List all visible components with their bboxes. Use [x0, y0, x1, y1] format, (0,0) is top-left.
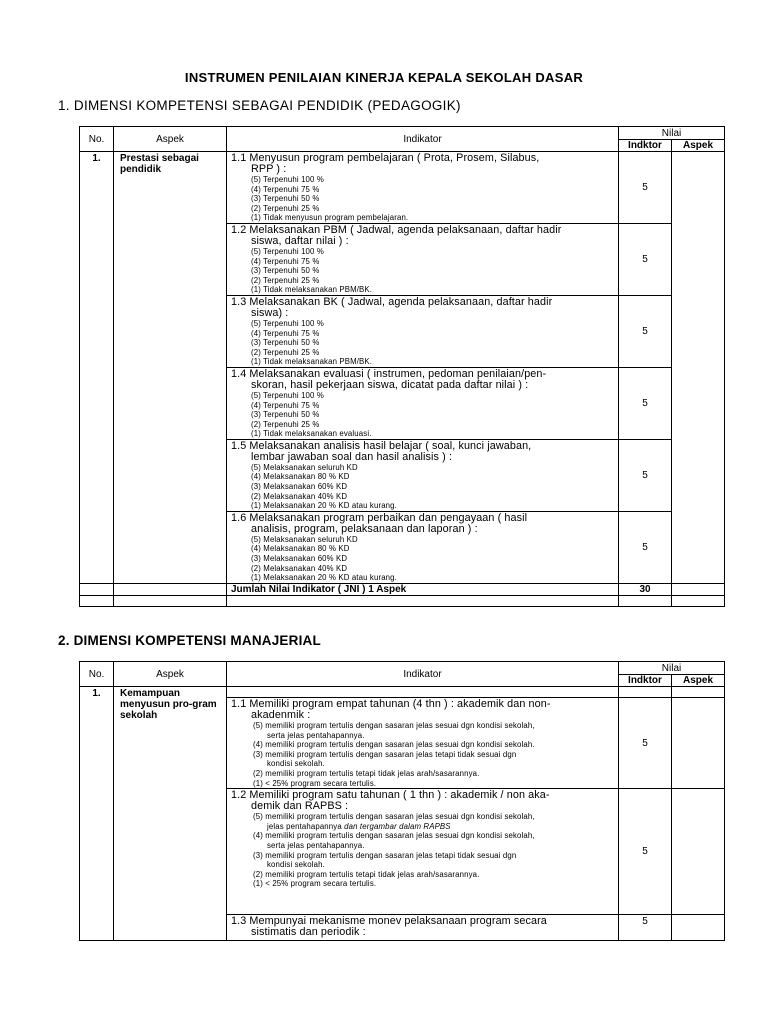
section1-heading: 1. DIMENSI KOMPETENSI SEBAGAI PENDIDIK (PEDAGOGIK): [58, 98, 461, 113]
header-indktor: Indktor: [619, 140, 672, 152]
document-title: INSTRUMEN PENILAIAN KINERJA KEPALA SEKOLAH DASAR: [184, 70, 584, 85]
total-value: 30: [619, 583, 672, 595]
section1-table: [79, 126, 725, 607]
indicator-value: 5: [619, 698, 672, 789]
indicator-1-1: 1.1 Menyusun program pembelajaran ( Prota, Prosem, Silabus, RPP ) : (5) Terpenuhi 100 % (4) Terpenuhi 75 % (3) Terpenuhi 50 % (2) Terpenuhi 25 % (1) Tidak menyusun program pembelajaran.: [227, 152, 619, 224]
header-aspek-sub: Aspek: [672, 675, 725, 687]
header-indikator: Indikator: [227, 127, 619, 152]
row-number: 1.: [80, 152, 114, 584]
header-aspek: Aspek: [114, 662, 227, 687]
header-row: [80, 662, 725, 675]
header-row: [80, 127, 725, 140]
header-indikator: Indikator: [227, 662, 619, 687]
indicator-2-3: 1.3 Mempunyai mekanisme monev pelaksanaan program secara sistimatis dan periodik :: [227, 915, 619, 941]
header-aspek: Aspek: [114, 127, 227, 152]
indicator-1-2: 1.2 Melaksanakan PBM ( Jadwal, agenda pelaksanaan, daftar hadir siswa, daftar nilai ) : (5) Terpenuhi 100 % (4) Terpenuhi 75 % (3) Terpenuhi 50 % (2) Terpenuhi 25 % (1) Tidak melaksanakan PBM/BK.: [227, 223, 619, 295]
indicator-value: 5: [619, 789, 672, 915]
aspek-value-cell: [672, 152, 725, 584]
indicator-value: 5: [619, 439, 672, 511]
header-no: No.: [80, 127, 114, 152]
section2-heading: 2. DIMENSI KOMPETENSI MANAJERIAL: [58, 633, 321, 648]
header-nilai: Nilai: [619, 662, 725, 675]
indicator-1-5: 1.5 Melaksanakan analisis hasil belajar ( soal, kunci jawaban, lembar jawaban soal dan hasil analisis ) : (5) Melaksanakan seluruh KD (4) Melaksanakan 80 % KD (3) Melaksanakan 60% KD (2) Melaksanakan 40% KD (1) Melaksanakan 20 % KD atau kurang.: [227, 439, 619, 511]
indicator-1-4: 1.4 Melaksanakan evaluasi ( instrumen, pedoman penilaian/pen- skoran, hasil pekerjaan siswa, dicatat pada daftar nilai ) : (5) Terpenuhi 100 % (4) Terpenuhi 75 % (3) Terpenuhi 50 % (2) Terpenuhi 25 % (1) Tidak melaksanakan evaluasi.: [227, 367, 619, 439]
indicator-2-1: 1.1 Memiliki program empat tahunan (4 thn ) : akademik dan non- akadenmik : (5) memiliki program tertulis dengan sasaran jelas sesuai dgn kondisi sekolah, serta jelas pentahapannya. (4) memiliki program tertulis dengan sasaran jelas sesuai dgn kondisi sekolah. (3) memiliki program tertulis dengan sasaran jelas tetapi tidak sesuai dgn kondisi sekolah. (2) memiliki program tertulis tetapi tidak jelas arah/sasarannya. (1) < 25% program secara tertulis.: [227, 698, 619, 789]
indicator-1-3: 1.3 Melaksanakan BK ( Jadwal, agenda pelaksanaan, daftar hadir siswa) : (5) Terpenuhi 100 % (4) Terpenuhi 75 % (3) Terpenuhi 50 % (2) Terpenuhi 25 % (1) Tidak melaksanakan PBM/BK.: [227, 295, 619, 367]
header-nilai: Nilai: [619, 127, 725, 140]
indicator-value: 5: [619, 295, 672, 367]
indicator-value: 5: [619, 152, 672, 224]
aspek-label: Kemampuan menyusun pro-gram sekolah: [114, 687, 227, 941]
indicator-value: 5: [619, 223, 672, 295]
indicator-value: 5: [619, 367, 672, 439]
header-no: No.: [80, 662, 114, 687]
section2-table: [79, 661, 725, 941]
row-number: 1.: [80, 687, 114, 941]
indicator-2-2: 1.2 Memiliki program satu tahunan ( 1 thn ) : akademik / non aka- demik dan RAPBS : (5) memiliki program tertulis dengan sasaran jelas sesuai dgn kondisi sekolah, jelas pentahapannya dan tergambar dalam RAPBS (4) memiliki program tertulis dengan sasaran jelas sesuai dgn kondisi sekolah, serta jelas pentahapannya. (3) memiliki program tertulis dengan sasaran jelas tetapi tidak sesuai dgn kondisi sekolah. (2) memiliki program tertulis tetapi tidak jelas arah/sasarannya. (1) < 25% program secara tertulis.: [227, 789, 619, 915]
empty-row: [80, 595, 725, 606]
indicator-value: 5: [619, 915, 672, 941]
indicator-1-6: 1.6 Melaksanakan program perbaikan dan pengayaan ( hasil analisis, program, pelaksanaan dan laporan ) : (5) Melaksanakan seluruh KD (4) Melaksanakan 80 % KD (3) Melaksanakan 60% KD (2) Melaksanakan 40% KD (1) Melaksanakan 20 % KD atau kurang.: [227, 511, 619, 583]
aspek-label: Prestasi sebagai pendidik: [114, 152, 227, 584]
header-indktor: Indktor: [619, 675, 672, 687]
table-row: [80, 687, 725, 698]
header-aspek-sub: Aspek: [672, 140, 725, 152]
table-row: [80, 152, 725, 224]
indicator-value: 5: [619, 511, 672, 583]
total-row: [80, 583, 725, 595]
total-label: Jumlah Nilai Indikator ( JNI ) 1 Aspek: [227, 583, 619, 595]
